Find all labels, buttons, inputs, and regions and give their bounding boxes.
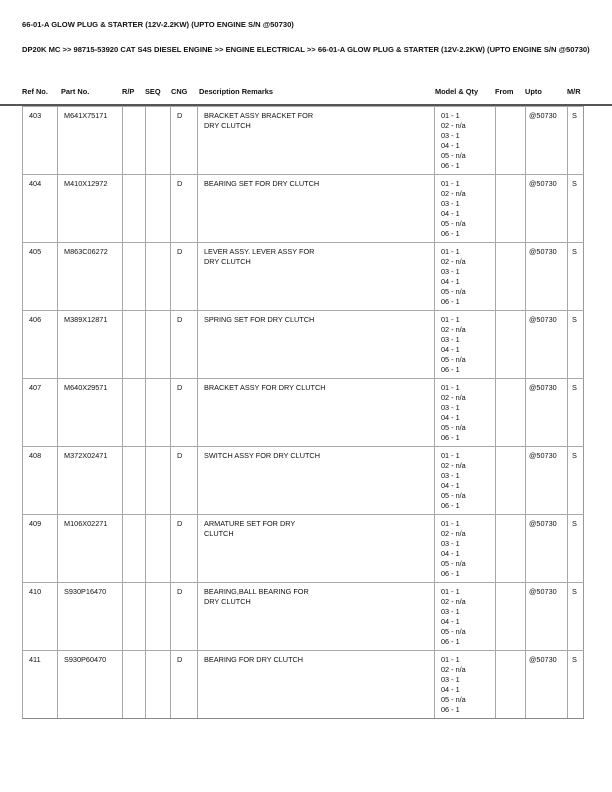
model-qty-line: 01 - 1: [441, 383, 460, 392]
model-qty-line: 05 - n/a: [441, 491, 466, 500]
parts-table: [22, 106, 584, 719]
model-qty-cell: [435, 175, 496, 243]
model-qty-line: 04 - 1: [441, 481, 460, 490]
table-row: [23, 651, 584, 719]
rp-cell: [123, 107, 146, 175]
model-qty-line: 05 - n/a: [441, 559, 466, 568]
cng-cell: D: [171, 107, 198, 175]
description-line: BEARING SET FOR DRY CLUTCH: [204, 179, 320, 188]
table-row: [23, 583, 584, 651]
part-no-cell: S930P16470: [58, 583, 123, 651]
from-cell: [496, 515, 526, 583]
ref-no-cell: 405: [23, 243, 58, 311]
ref-no-cell: 407: [23, 379, 58, 447]
model-qty-line: 02 - n/a: [441, 189, 466, 198]
model-qty-line: 05 - n/a: [441, 627, 466, 636]
model-qty-line: 02 - n/a: [441, 257, 466, 266]
model-qty-line: 04 - 1: [441, 209, 460, 218]
model-qty-line: 06 - 1: [441, 637, 460, 646]
ref-no-cell: 408: [23, 447, 58, 515]
mr-cell: S: [568, 583, 584, 651]
from-cell: [496, 447, 526, 515]
description-cell: [198, 175, 435, 243]
from-cell: [496, 107, 526, 175]
mr-cell: S: [568, 379, 584, 447]
model-qty-line: 01 - 1: [441, 519, 460, 528]
upto-cell: @50730: [526, 447, 568, 515]
description-line: DRY CLUTCH: [204, 597, 251, 607]
model-qty-line: 03 - 1: [441, 403, 460, 412]
description-line: SPRING SET FOR DRY CLUTCH: [204, 315, 315, 324]
upto-cell: @50730: [526, 243, 568, 311]
rp-cell: [123, 379, 146, 447]
description-line: LEVER ASSY. LEVER ASSY FOR: [204, 247, 315, 256]
model-qty-line: 04 - 1: [441, 549, 460, 558]
table-row: [23, 447, 584, 515]
model-qty-line: 01 - 1: [441, 655, 460, 664]
model-qty-line: 05 - n/a: [441, 355, 466, 364]
table-row: [23, 175, 584, 243]
model-qty-line: 02 - n/a: [441, 393, 466, 402]
ref-no-cell: 403: [23, 107, 58, 175]
description-line: BRACKET ASSY FOR DRY CLUTCH: [204, 383, 326, 392]
model-qty-line: 01 - 1: [441, 587, 460, 596]
upto-cell: @50730: [526, 515, 568, 583]
model-qty-line: 04 - 1: [441, 685, 460, 694]
model-qty-cell: [435, 107, 496, 175]
header-upto: Upto: [525, 87, 542, 96]
upto-cell: @50730: [526, 379, 568, 447]
description-cell: [198, 515, 435, 583]
model-qty-line: 03 - 1: [441, 199, 460, 208]
model-qty-line: 01 - 1: [441, 315, 460, 324]
part-no-cell: M410X12972: [58, 175, 123, 243]
description-line: CLUTCH: [204, 529, 234, 539]
upto-cell: @50730: [526, 583, 568, 651]
header-rp: R/P: [122, 87, 135, 96]
rp-cell: [123, 583, 146, 651]
table-header: [22, 87, 583, 99]
upto-cell: @50730: [526, 107, 568, 175]
model-qty-line: 03 - 1: [441, 607, 460, 616]
part-no-cell: M641X75171: [58, 107, 123, 175]
model-qty-line: 03 - 1: [441, 471, 460, 480]
ref-no-cell: 411: [23, 651, 58, 719]
model-qty-line: 04 - 1: [441, 345, 460, 354]
rp-cell: [123, 243, 146, 311]
part-no-cell: M106X02271: [58, 515, 123, 583]
cng-cell: D: [171, 583, 198, 651]
header-cng: CNG: [171, 87, 188, 96]
model-qty-line: 03 - 1: [441, 539, 460, 548]
model-qty-line: 06 - 1: [441, 705, 460, 714]
description-cell: [198, 107, 435, 175]
description-cell: [198, 379, 435, 447]
part-no-cell: S930P60470: [58, 651, 123, 719]
model-qty-line: 01 - 1: [441, 111, 460, 120]
seq-cell: [146, 107, 171, 175]
from-cell: [496, 175, 526, 243]
model-qty-line: 02 - n/a: [441, 325, 466, 334]
description-cell: [198, 311, 435, 379]
model-qty-line: 03 - 1: [441, 335, 460, 344]
model-qty-line: 06 - 1: [441, 501, 460, 510]
from-cell: [496, 583, 526, 651]
from-cell: [496, 311, 526, 379]
table-row: [23, 311, 584, 379]
upto-cell: @50730: [526, 311, 568, 379]
model-qty-line: 02 - n/a: [441, 461, 466, 470]
table-row: [23, 379, 584, 447]
seq-cell: [146, 379, 171, 447]
description-line: ARMATURE SET FOR DRY: [204, 519, 296, 528]
ref-no-cell: 410: [23, 583, 58, 651]
table-row: [23, 107, 584, 175]
header-seq: SEQ: [145, 87, 161, 96]
header-model-qty: Model & Qty: [435, 87, 479, 96]
description-line: SWITCH ASSY FOR DRY CLUTCH: [204, 451, 320, 460]
part-no-cell: M863C06272: [58, 243, 123, 311]
rp-cell: [123, 175, 146, 243]
ref-no-cell: 404: [23, 175, 58, 243]
model-qty-cell: [435, 515, 496, 583]
seq-cell: [146, 447, 171, 515]
mr-cell: S: [568, 447, 584, 515]
model-qty-line: 02 - n/a: [441, 665, 466, 674]
rp-cell: [123, 311, 146, 379]
seq-cell: [146, 175, 171, 243]
cng-cell: D: [171, 175, 198, 243]
model-qty-line: 03 - 1: [441, 267, 460, 276]
model-qty-line: 04 - 1: [441, 617, 460, 626]
mr-cell: S: [568, 107, 584, 175]
part-no-cell: M372X02471: [58, 447, 123, 515]
header-description: Description Remarks: [199, 87, 273, 96]
model-qty-line: 01 - 1: [441, 247, 460, 256]
cng-cell: D: [171, 651, 198, 719]
mr-cell: S: [568, 311, 584, 379]
cng-cell: D: [171, 311, 198, 379]
from-cell: [496, 651, 526, 719]
cng-cell: D: [171, 515, 198, 583]
model-qty-line: 05 - n/a: [441, 219, 466, 228]
mr-cell: S: [568, 175, 584, 243]
cng-cell: D: [171, 447, 198, 515]
header-part-no: Part No.: [61, 87, 90, 96]
description-line: DRY CLUTCH: [204, 257, 251, 267]
description-line: BEARING FOR DRY CLUTCH: [204, 655, 304, 664]
description-line: DRY CLUTCH: [204, 121, 251, 131]
part-no-cell: M640X29571: [58, 379, 123, 447]
header-ref-no: Ref No.: [22, 87, 48, 96]
model-qty-line: 01 - 1: [441, 451, 460, 460]
header-from: From: [495, 87, 514, 96]
upto-cell: @50730: [526, 651, 568, 719]
model-qty-line: 05 - n/a: [441, 695, 466, 704]
model-qty-line: 01 - 1: [441, 179, 460, 188]
model-qty-line: 04 - 1: [441, 413, 460, 422]
model-qty-line: 06 - 1: [441, 433, 460, 442]
model-qty-cell: [435, 651, 496, 719]
model-qty-line: 05 - n/a: [441, 287, 466, 296]
cng-cell: D: [171, 379, 198, 447]
model-qty-line: 06 - 1: [441, 569, 460, 578]
model-qty-cell: [435, 311, 496, 379]
table-row: [23, 243, 584, 311]
mr-cell: S: [568, 651, 584, 719]
seq-cell: [146, 311, 171, 379]
model-qty-line: 04 - 1: [441, 277, 460, 286]
page-title: 66-01-A GLOW PLUG & STARTER (12V-2.2KW) (UPTO ENGINE S/N @50730): [22, 20, 294, 29]
model-qty-cell: [435, 379, 496, 447]
description-cell: [198, 243, 435, 311]
rp-cell: [123, 447, 146, 515]
upto-cell: @50730: [526, 175, 568, 243]
model-qty-line: 06 - 1: [441, 297, 460, 306]
model-qty-line: 02 - n/a: [441, 121, 466, 130]
from-cell: [496, 243, 526, 311]
mr-cell: S: [568, 243, 584, 311]
model-qty-line: 02 - n/a: [441, 597, 466, 606]
model-qty-cell: [435, 447, 496, 515]
model-qty-line: 03 - 1: [441, 675, 460, 684]
mr-cell: S: [568, 515, 584, 583]
description-cell: [198, 447, 435, 515]
description-cell: [198, 651, 435, 719]
rp-cell: [123, 515, 146, 583]
rp-cell: [123, 651, 146, 719]
ref-no-cell: 406: [23, 311, 58, 379]
breadcrumb: DP20K MC >> 98715-53920 CAT S4S DIESEL ENGINE >> ENGINE ELECTRICAL >> 66-01-A GLOW PLUG & STARTER (12V-2.2KW) (UPTO ENGINE S/N @50730): [22, 45, 590, 54]
model-qty-line: 03 - 1: [441, 131, 460, 140]
seq-cell: [146, 651, 171, 719]
model-qty-line: 06 - 1: [441, 365, 460, 374]
table-row: [23, 515, 584, 583]
model-qty-line: 06 - 1: [441, 229, 460, 238]
description-line: BEARING,BALL BEARING FOR: [204, 587, 309, 596]
seq-cell: [146, 583, 171, 651]
seq-cell: [146, 243, 171, 311]
model-qty-cell: [435, 243, 496, 311]
from-cell: [496, 379, 526, 447]
cng-cell: D: [171, 243, 198, 311]
header-mr: M/R: [567, 87, 581, 96]
model-qty-line: 02 - n/a: [441, 529, 466, 538]
ref-no-cell: 409: [23, 515, 58, 583]
model-qty-line: 06 - 1: [441, 161, 460, 170]
seq-cell: [146, 515, 171, 583]
model-qty-line: 05 - n/a: [441, 423, 466, 432]
part-no-cell: M389X12871: [58, 311, 123, 379]
description-line: BRACKET ASSY BRACKET FOR: [204, 111, 314, 120]
description-cell: [198, 583, 435, 651]
model-qty-line: 04 - 1: [441, 141, 460, 150]
model-qty-line: 05 - n/a: [441, 151, 466, 160]
model-qty-cell: [435, 583, 496, 651]
